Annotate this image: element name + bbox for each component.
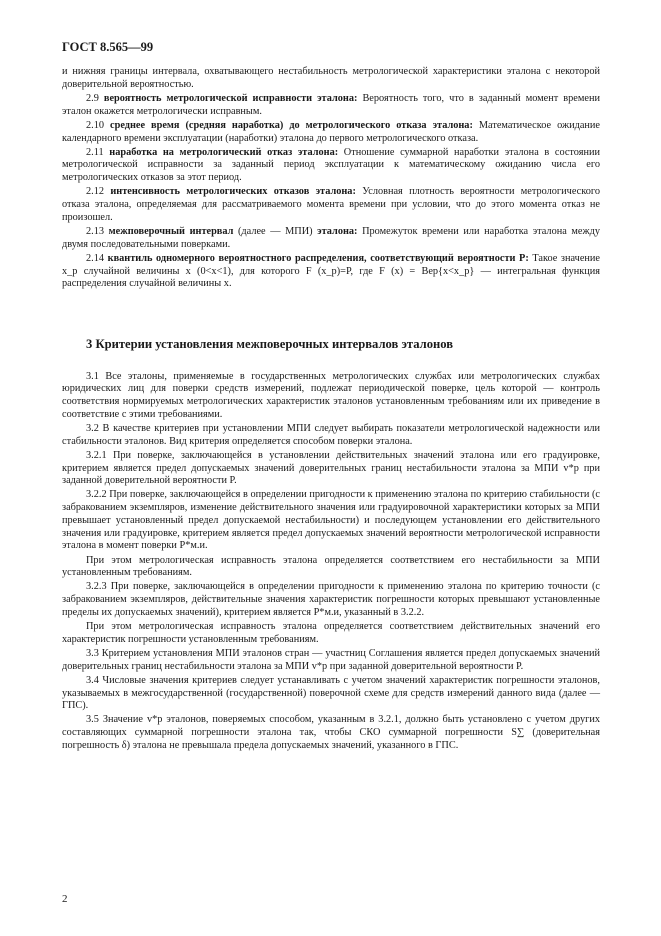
paragraph-2-10 xyxy=(62,120,600,145)
clause-number: 2.12 xyxy=(86,186,105,198)
clause-number: 2.10 xyxy=(86,119,105,131)
term: наработка на метрологический отказ эталона: xyxy=(109,146,339,158)
term-note: (далее — МПИ) xyxy=(237,225,313,237)
definition: Математическое ожидание календарного времени эксплуатации (наработки) эталона до первого метрологического отказа. xyxy=(62,119,600,144)
paragraph-2-13 xyxy=(62,226,600,251)
definition: Такое значение x_p случайной величины x (0<x<1), для которого F (x_p)=P, где F (x) = Вер{x<x_p} — интегральная функция распределения случайной величины x. xyxy=(62,252,600,290)
paragraph-continuation: и нижняя границы интервала, охватывающего нестабильность метрологической характеристики эталона с некоторой доверительной вероятностью. xyxy=(62,66,600,90)
document-code: ГОСТ 8.565—99 xyxy=(62,40,154,54)
term: среднее время (средняя наработка) до метрологического отказа эталона: xyxy=(110,119,473,131)
paragraph-3-2: 3.2 В качестве критериев при установлении МПИ следует выбирать показатели метрологической надежности или стабильности эталонов. Вид критерия определяется способом поверки эталона. xyxy=(62,422,600,447)
clause-number: 2.11 xyxy=(86,146,104,158)
definition: Промежуток времени или наработка эталона между двумя последовательными поверками. xyxy=(62,225,600,250)
clause-number: 2.14 xyxy=(86,252,105,264)
document-body xyxy=(62,66,600,754)
paragraph-3-2-3-note: При этом метрологическая исправность эталона определяется соответствием действительных значений его характеристик погрешности установленным требованиям. xyxy=(62,621,600,645)
paragraph-3-1: 3.1 Все эталоны, применяемые в государственных метрологических службах или метрологических службах юридических лиц для поверки средств измерений, подлежат периодической поверке, цель которой — контроль соответствия нормируемых метрологических характеристик эталонов установленным требованиям или их приведение в соответствие с этими требованиями. xyxy=(62,370,600,420)
definition: Вероятность того, что в заданный момент времени эталон окажется метрологически исправным. xyxy=(62,92,600,117)
term: интенсивность метрологических отказов эталона: xyxy=(110,186,356,198)
paragraph-3-2-3: 3.2.3 При поверке, заключающейся в определении пригодности к применению эталона по критерию точности (с забракованием экземпляров, действительные значения характеристик погрешности которых превышают установленные пределы их допускаемых значений), критерием является P*м.и, указанный в 3.2.2. xyxy=(62,581,600,618)
term: квантиль одномерного вероятностного распределения, соответствующий вероятности P: xyxy=(107,252,529,264)
clause-number: 2.13 xyxy=(86,225,105,237)
clause-number: 2.9 xyxy=(86,92,99,104)
definition: Условная плотность вероятности метрологического отказа эталона, определяемая для рассматриваемого момента времени при условии, что до этого момента отказ не произошел. xyxy=(62,186,600,223)
paragraph-3-4: 3.4 Числовые значения критериев следует устанавливать с учетом значений характеристик погрешности эталонов, указываемых в межгосударственной (государственной) поверочной схеме для средств измерений данного вида (далее — ГПС). xyxy=(62,674,600,712)
paragraph-3-2-2: 3.2.2 При поверке, заключающейся в определении пригодности к применению эталона по критерию стабильности (с забракованием экземпляров, изменение действительного значения или градуировочной характеристики которых за МПИ превышает установленный предел допускаемой нестабильности) и последующем установлении его действительного значения или градуировке, критерием является предел допускаемых значений вероятности метрологической исправности эталона в момент поверки P*м.и. xyxy=(62,489,600,552)
paragraph-3-3: 3.3 Критерием установления МПИ эталонов стран — участниц Соглашения является предел допускаемых значений доверительных границ нестабильности эталона за МПИ v*p при заданной доверительной вероятности P. xyxy=(62,647,600,672)
paragraph-2-9 xyxy=(62,93,600,118)
paragraph-3-5: 3.5 Значение v*p эталонов, поверяемых способом, указанным в 3.2.1, должно быть установлено с учетом других составляющих суммарной погрешности эталона так, чтобы СКО суммарной погрешности S∑ (доверительная погрешность δ) эталона не превышала предела допускаемых значений, указанного в ГПС. xyxy=(62,714,600,751)
paragraph-2-12 xyxy=(62,186,600,224)
definition: Отношение суммарной наработки эталона в состоянии метрологической исправности за заданный период эксплуатации к математическому ожиданию числа его метрологических отказов за этот период. xyxy=(62,146,600,184)
paragraph-2-14 xyxy=(62,253,600,291)
term: межповерочный интервал xyxy=(108,225,234,237)
section-3-title: 3 Критерии установления межповерочных интервалов эталонов xyxy=(86,336,454,351)
paragraph-2-11 xyxy=(62,147,600,185)
page-number: 2 xyxy=(62,893,68,905)
term: вероятность метрологической исправности эталона: xyxy=(103,92,358,104)
paragraph-3-2-1: 3.2.1 При поверке, заключающейся в установлении действительных значений эталона или его градуировке, критерием является предел допускаемых значений доверительных границ нестабильности эталона за МПИ v*p при заданной доверительной вероятности P. xyxy=(62,449,600,487)
term: эталона: xyxy=(317,225,358,237)
paragraph-3-2-2-note: При этом метрологическая исправность эталона определяется соответствием его нестабильности за МПИ установленным требованиям. xyxy=(62,554,600,579)
